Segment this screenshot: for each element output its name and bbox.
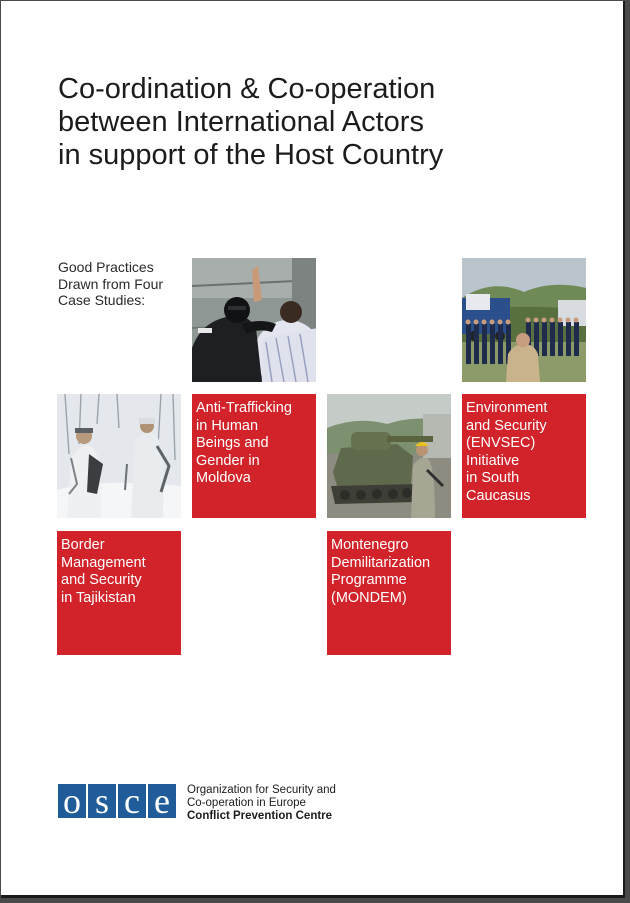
logo-letter-e: e — [148, 784, 176, 818]
case-study-mondem-label: Montenegro Demilitarization Programme (MONDEM) — [331, 537, 431, 606]
case-study-envsec-label: Environment and Security (ENVSEC) Initiative in South Caucasus — [466, 400, 548, 504]
osce-logo — [58, 781, 178, 821]
logo-letter-o: o — [58, 784, 86, 818]
org-line-1: Organization for Security and — [187, 784, 336, 796]
case-study-moldova-label: Anti-Trafficking in Human Beings and Gender in Moldova — [196, 400, 292, 486]
intro-line-3: Case Studies: — [58, 292, 146, 308]
case-study-tajikistan[interactable] — [57, 531, 181, 655]
case-study-envsec[interactable] — [462, 394, 586, 518]
case-study-moldova[interactable] — [192, 394, 316, 518]
title-line-3: in support of the Host Country — [58, 139, 444, 171]
title-line-1: Co-ordination & Co-operation — [58, 73, 436, 105]
org-department: Conflict Prevention Centre — [187, 810, 333, 822]
photo-police-arrest — [192, 258, 316, 382]
logo-letter-c: c — [118, 784, 146, 818]
organization-name — [187, 784, 336, 823]
org-line-2: Co-operation in Europe — [187, 797, 306, 809]
intro-text — [58, 259, 188, 309]
title-line-2: between International Actors — [58, 106, 424, 138]
photo-tank-demilitarization — [327, 394, 451, 518]
logo-letter-s: s — [88, 784, 116, 818]
case-study-mondem[interactable] — [327, 531, 451, 655]
intro-line-2: Drawn from Four — [58, 275, 164, 292]
photo-soldiers-snow — [57, 394, 181, 518]
report-cover — [1, 1, 625, 898]
cover-title — [58, 73, 578, 172]
photo-uniformed-parade — [462, 258, 586, 382]
intro-line-1: Good Practices — [58, 259, 154, 275]
case-study-tajikistan-label: Border Management and Security in Tajikistan — [61, 537, 146, 606]
